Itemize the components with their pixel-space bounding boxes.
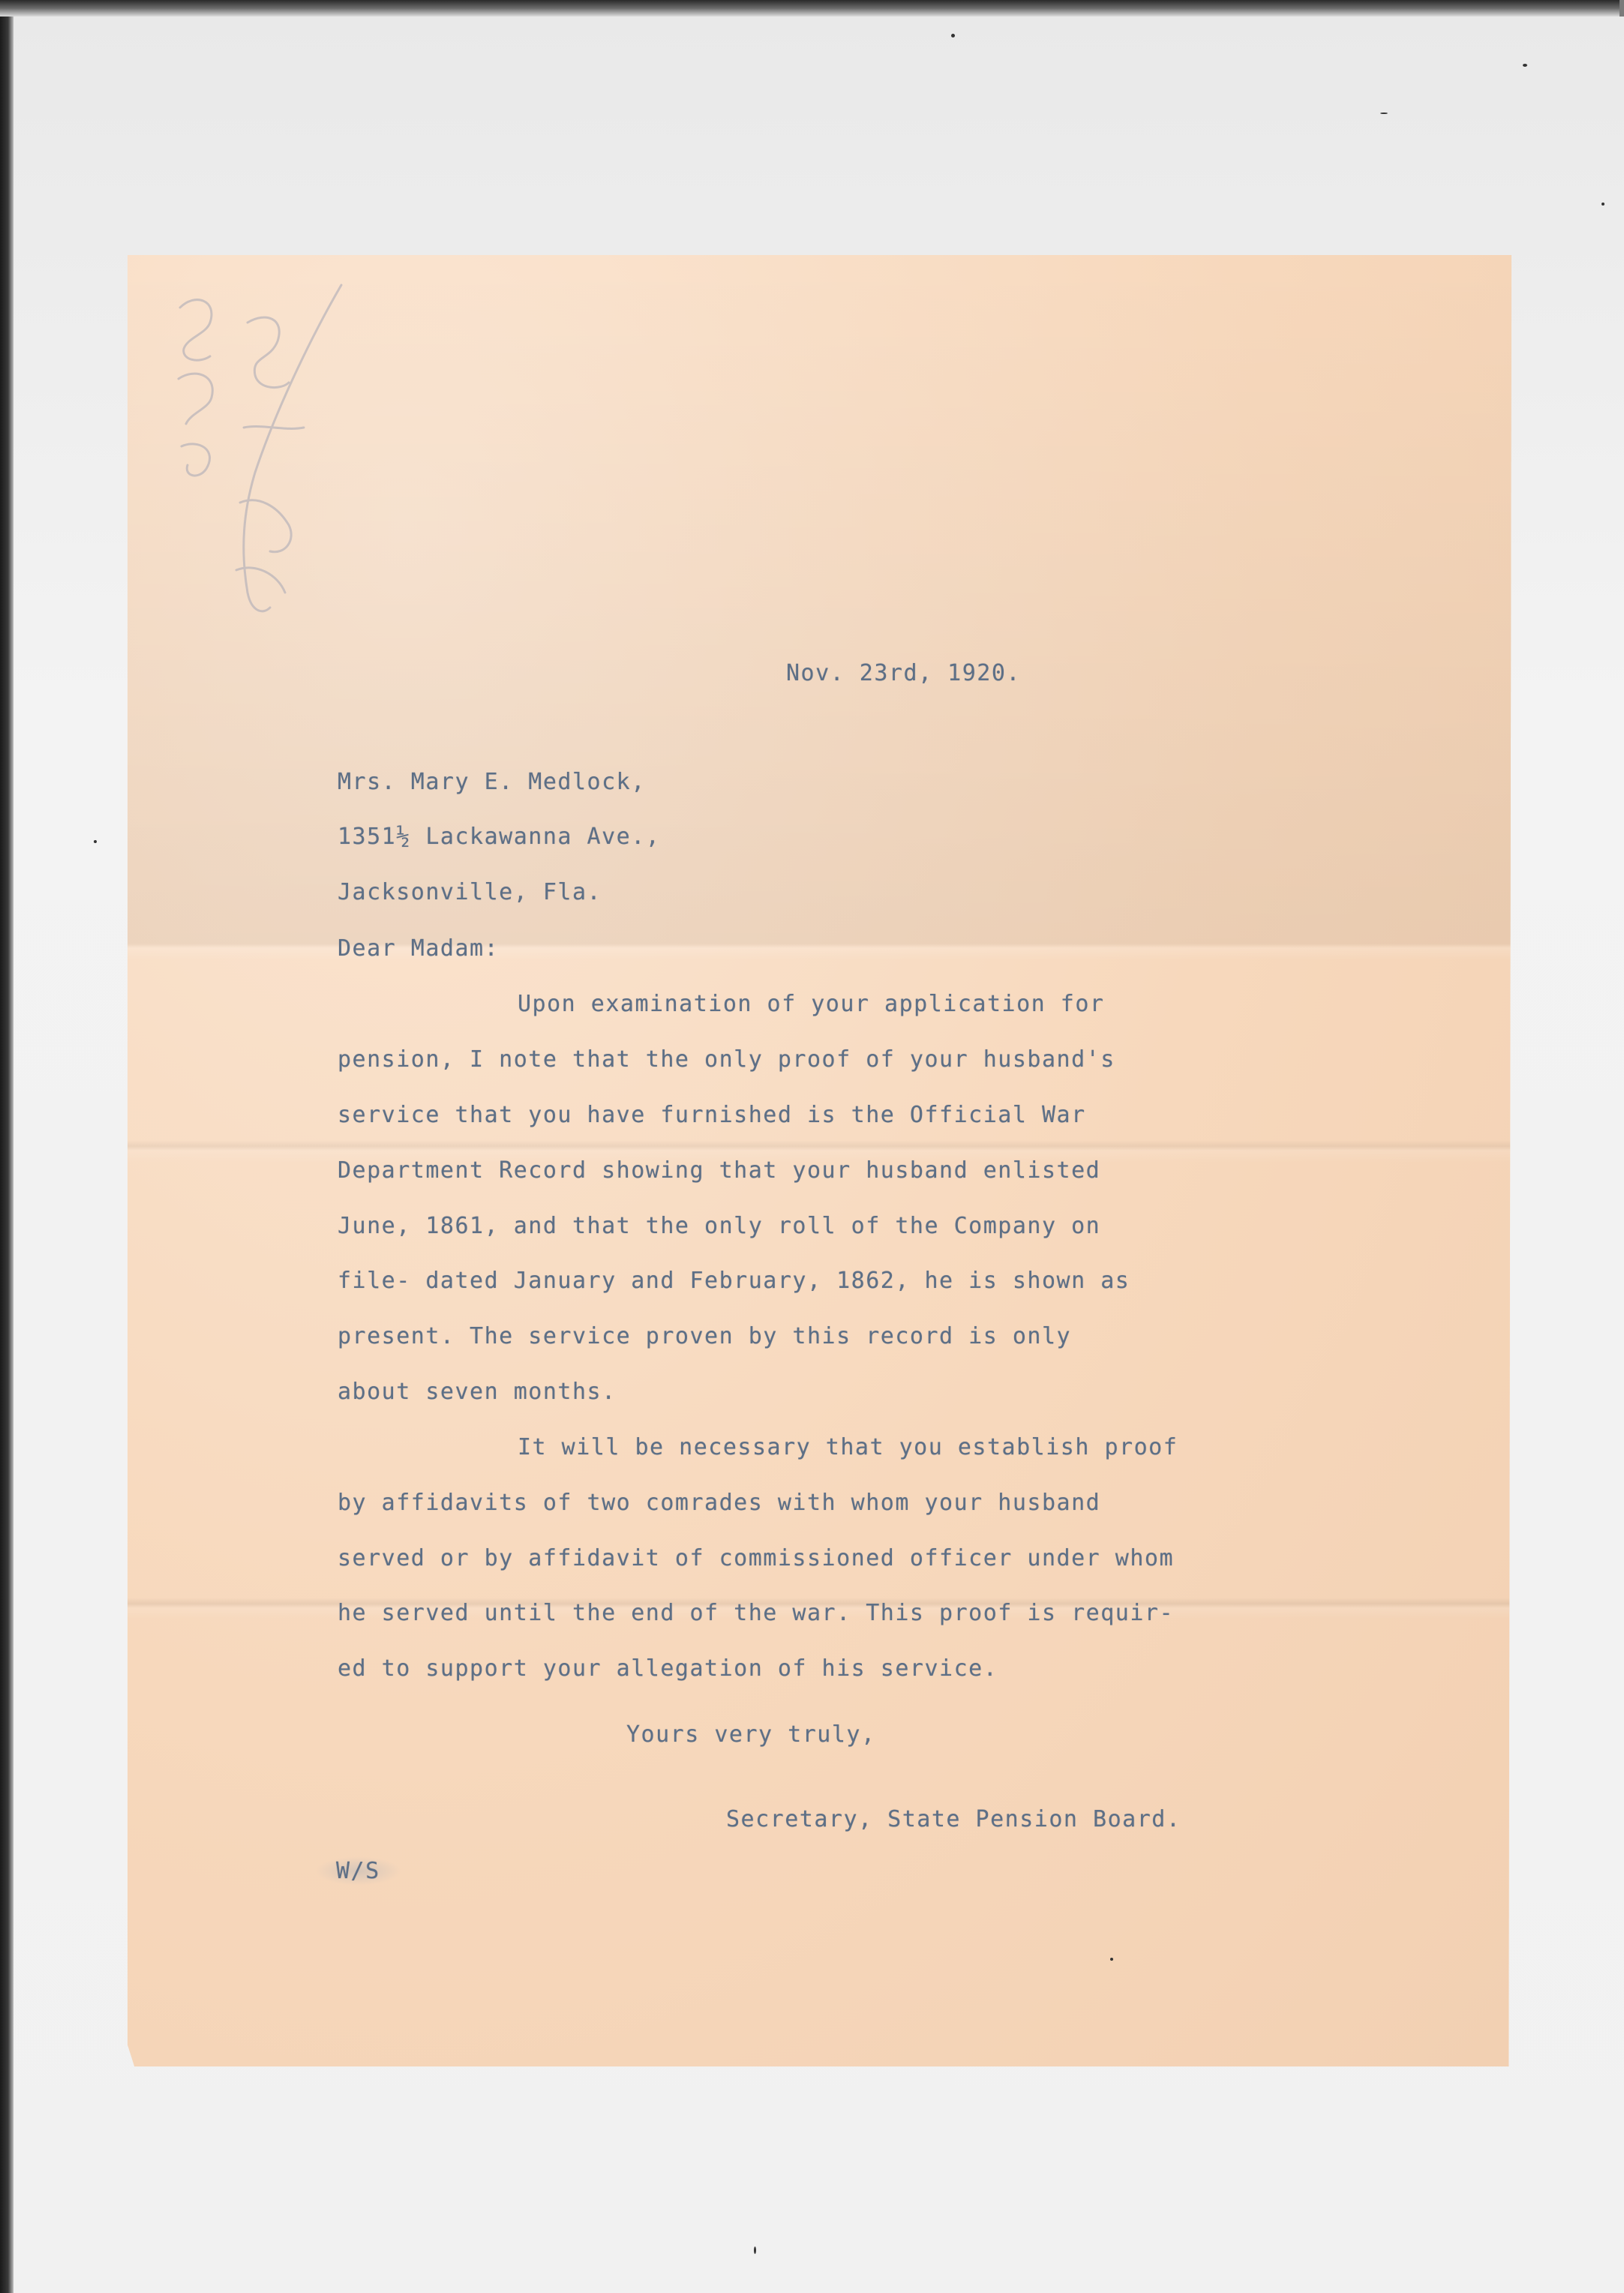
paragraph-1-line: file- dated January and February, 1862, he is shown as: [338, 1268, 1130, 1294]
dust-speck: [754, 2246, 756, 2254]
paragraph-1-line: present. The service proven by this record is only: [338, 1323, 1072, 1349]
typist-initials: W/S: [315, 1856, 401, 1886]
salutation: Dear Madam:: [338, 935, 500, 962]
paragraph-2-line: ed to support your allegation of his service.: [338, 1655, 998, 1682]
dust-speck: [1380, 113, 1388, 114]
letter-date: Nov. 23rd, 1920.: [786, 660, 1021, 686]
paragraph-1-line: about seven months.: [338, 1379, 617, 1405]
paragraph-1-line: service that you have furnished is the Official War: [338, 1102, 1086, 1128]
recipient-city: Jacksonville, Fla.: [338, 879, 602, 905]
recipient-name: Mrs. Mary E. Medlock,: [338, 769, 646, 795]
pencil-notation-mark: [165, 278, 360, 630]
paragraph-1-line: Department Record showing that your husband enlisted: [338, 1157, 1101, 1184]
dust-speck: [951, 34, 955, 38]
paragraph-1-line: pension, I note that the only proof of your husband's: [338, 1046, 1115, 1073]
complimentary-closing: Yours very truly,: [626, 1721, 876, 1748]
dust-speck: [94, 840, 97, 843]
dust-speck: [1601, 203, 1604, 206]
scan-frame-top-edge: [0, 0, 1624, 17]
dust-speck: [1523, 64, 1527, 67]
scan-frame-left-edge: [0, 0, 14, 2293]
paragraph-2-line: by affidavits of two comrades with whom your husband: [338, 1490, 1101, 1516]
paragraph-2-line: It will be necessary that you establish proof: [518, 1434, 1178, 1460]
paragraph-2-line: he served until the end of the war. This proof is requir-: [338, 1600, 1175, 1626]
paragraph-1-line: Upon examination of your application for: [518, 991, 1105, 1017]
recipient-street: 1351½ Lackawanna Ave.,: [338, 824, 661, 850]
paragraph-1-line: June, 1861, and that the only roll of the Company on: [338, 1213, 1101, 1239]
dust-speck: [1110, 1958, 1113, 1961]
paragraph-2-line: served or by affidavit of commissioned officer under whom: [338, 1545, 1175, 1571]
signature-title: Secretary, State Pension Board.: [726, 1806, 1181, 1832]
